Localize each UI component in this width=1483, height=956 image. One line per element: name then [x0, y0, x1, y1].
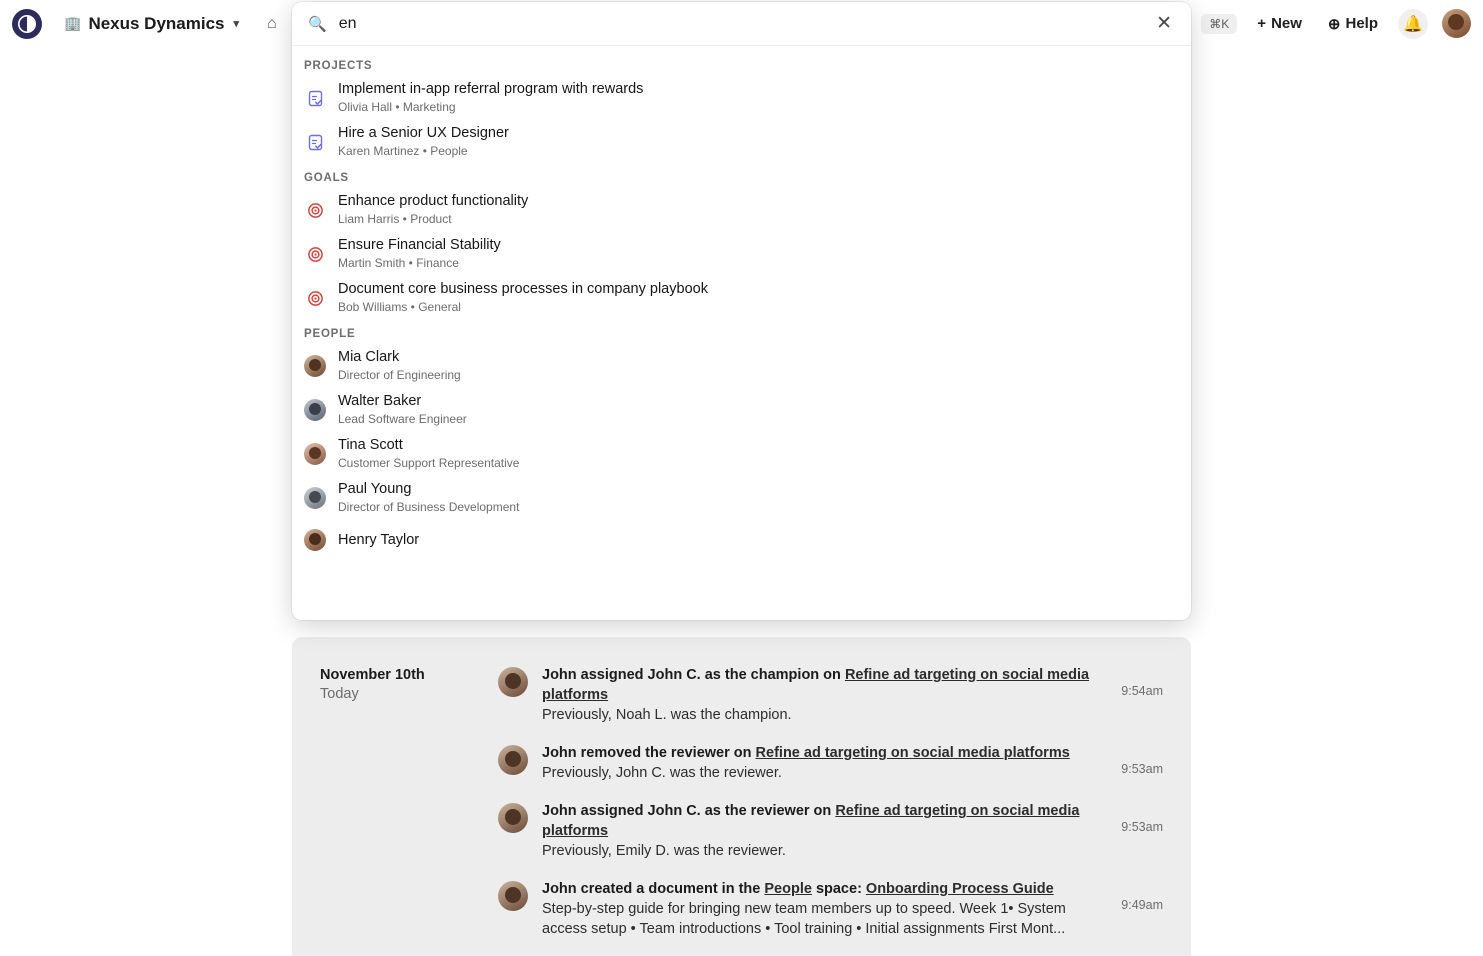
search-result-title: Mia Clark — [338, 349, 400, 365]
search-result-text — [338, 349, 461, 383]
help-circle-icon: ⊕ — [1327, 15, 1341, 33]
search-result-subtitle: Karen Martinez • People — [338, 144, 468, 158]
search-result-title: Paul Young — [338, 481, 412, 497]
search-result-item[interactable] — [292, 388, 1191, 432]
help-button-label: Help — [1345, 15, 1378, 32]
search-bar — [292, 2, 1191, 46]
search-result-subtitle: Bob Williams • General — [338, 300, 461, 314]
search-result-subtitle: Lead Software Engineer — [338, 412, 467, 426]
search-result-item[interactable] — [292, 276, 1191, 320]
section-header-people: PEOPLE — [304, 328, 356, 340]
feed-row — [320, 801, 1163, 861]
search-result-title: Ensure Financial Stability — [338, 237, 501, 253]
avatar — [498, 745, 528, 775]
search-result-text — [338, 193, 528, 227]
avatar — [498, 881, 528, 911]
search-result-subtitle: Customer Support Representative — [338, 456, 520, 470]
new-button-label: New — [1271, 15, 1302, 32]
feed-entry-time: 9:53am — [1121, 820, 1163, 834]
new-button[interactable] — [1251, 11, 1308, 36]
feed-entry-body — [542, 801, 1099, 861]
logo-glyph-icon — [18, 15, 36, 33]
feed-entry-detail: Step-by-step guide for bringing new team members up to speed. Week 1• System access setup • Team introductions • Tool training • Initial assignments First Mont... — [542, 901, 1066, 937]
feed-entry-link-document[interactable]: Onboarding Process Guide — [865, 881, 1054, 897]
search-icon: 🔍 — [308, 15, 327, 33]
search-result-title: Tina Scott — [338, 437, 403, 453]
search-result-item[interactable] — [292, 476, 1191, 520]
help-button[interactable] — [1322, 11, 1384, 37]
avatar — [304, 487, 326, 509]
search-result-title: Henry Taylor — [338, 531, 420, 548]
feed-entry-body — [542, 879, 1099, 939]
feed-row — [320, 665, 1163, 725]
goal-target-icon — [304, 287, 326, 309]
building-icon: 🏢 — [64, 15, 82, 31]
search-result-item[interactable] — [292, 432, 1191, 476]
feed-entry-body — [542, 665, 1099, 725]
search-result-title: Document core business processes in company playbook — [338, 281, 708, 297]
avatar — [304, 443, 326, 465]
feed-row — [320, 743, 1163, 783]
search-result-item[interactable] — [292, 520, 1191, 560]
search-shortcut-badge: ⌘K — [1201, 14, 1237, 34]
workspace-name: Nexus Dynamics — [88, 13, 225, 33]
search-result-text — [338, 81, 643, 115]
project-icon — [304, 87, 326, 109]
workspace-switcher[interactable] — [56, 9, 247, 39]
feed-entry-detail: Previously, Noah L. was the champion. — [542, 707, 792, 723]
feed-date-column-spacer — [320, 801, 498, 803]
search-result-text — [338, 281, 708, 315]
search-result-item[interactable] — [292, 344, 1191, 388]
search-results-list — [292, 46, 1191, 620]
search-result-text — [338, 237, 501, 271]
avatar — [304, 529, 326, 551]
home-icon[interactable]: ⌂ — [267, 14, 277, 32]
feed-entry-lead: John assigned John C. as the champion on — [542, 667, 845, 683]
feed-row — [320, 879, 1163, 939]
avatar — [498, 667, 528, 697]
search-result-text — [338, 532, 419, 549]
search-result-item[interactable] — [292, 232, 1191, 276]
search-result-title: Hire a Senior UX Designer — [338, 125, 509, 141]
feed-entry-link[interactable]: Refine ad targeting on social media platforms — [542, 667, 1090, 703]
search-result-item[interactable] — [292, 188, 1191, 232]
avatar — [304, 399, 326, 421]
goal-target-icon — [304, 243, 326, 265]
section-header-projects: PROJECTS — [304, 60, 373, 72]
search-result-subtitle: Director of Engineering — [338, 368, 461, 382]
search-result-subtitle: Olivia Hall • Marketing — [338, 100, 456, 114]
feed-entry-body — [542, 743, 1099, 783]
search-result-subtitle: Liam Harris • Product — [338, 212, 452, 226]
user-avatar[interactable] — [1442, 9, 1471, 38]
search-result-text — [338, 393, 467, 427]
feed-entry-link[interactable]: Refine ad targeting on social media platforms — [755, 745, 1070, 761]
search-result-subtitle: Director of Business Development — [338, 500, 520, 514]
feed-entry-lead: John removed the reviewer on — [542, 745, 756, 761]
search-input[interactable] — [337, 14, 1143, 34]
feed-entry-time: 9:49am — [1121, 898, 1163, 912]
app-logo[interactable] — [12, 9, 42, 39]
feed-date-column — [320, 665, 498, 702]
search-result-title: Implement in-app referral program with rewards — [338, 81, 644, 97]
feed-entry-mid: space: — [811, 881, 866, 897]
feed-entry-lead: John created a document in the — [542, 881, 765, 897]
plus-icon: + — [1257, 15, 1267, 32]
feed-entry-detail: Previously, John C. was the reviewer. — [542, 765, 782, 781]
chevron-down-icon: ▾ — [233, 18, 240, 30]
search-result-text — [338, 481, 519, 515]
activity-feed-inner — [292, 637, 1191, 939]
search-result-text — [338, 125, 509, 159]
notification-bell-icon[interactable]: 🔔 — [1398, 9, 1428, 39]
search-result-subtitle: Martin Smith • Finance — [338, 256, 459, 270]
feed-date: November 10th — [320, 667, 425, 683]
feed-entry-detail: Previously, Emily D. was the reviewer. — [542, 843, 786, 859]
search-result-title: Enhance product functionality — [338, 193, 529, 209]
project-icon — [304, 131, 326, 153]
nav-icon-group — [267, 15, 277, 33]
avatar — [304, 355, 326, 377]
search-result-item[interactable] — [292, 76, 1191, 120]
search-result-item[interactable] — [292, 120, 1191, 164]
search-result-text — [338, 437, 519, 471]
section-header-goals: GOALS — [304, 172, 349, 184]
feed-entry-link-space[interactable]: People — [764, 881, 812, 897]
feed-entry-time: 9:54am — [1121, 684, 1163, 698]
feed-date-column-spacer — [320, 743, 498, 745]
search-result-title: Walter Baker — [338, 393, 422, 409]
feed-date-column-spacer — [320, 879, 498, 881]
goal-target-icon — [304, 199, 326, 221]
close-icon[interactable]: ✕ — [1156, 13, 1172, 34]
activity-feed — [292, 637, 1191, 956]
feed-entry-lead: John assigned John C. as the reviewer on — [542, 803, 836, 819]
feed-entry-link[interactable]: Refine ad targeting on social media platforms — [542, 803, 1080, 839]
avatar — [498, 803, 528, 833]
top-bar-right — [1201, 9, 1471, 39]
feed-today-label: Today — [320, 686, 359, 702]
search-overlay-panel — [292, 2, 1191, 620]
feed-entry-time: 9:53am — [1121, 762, 1163, 776]
